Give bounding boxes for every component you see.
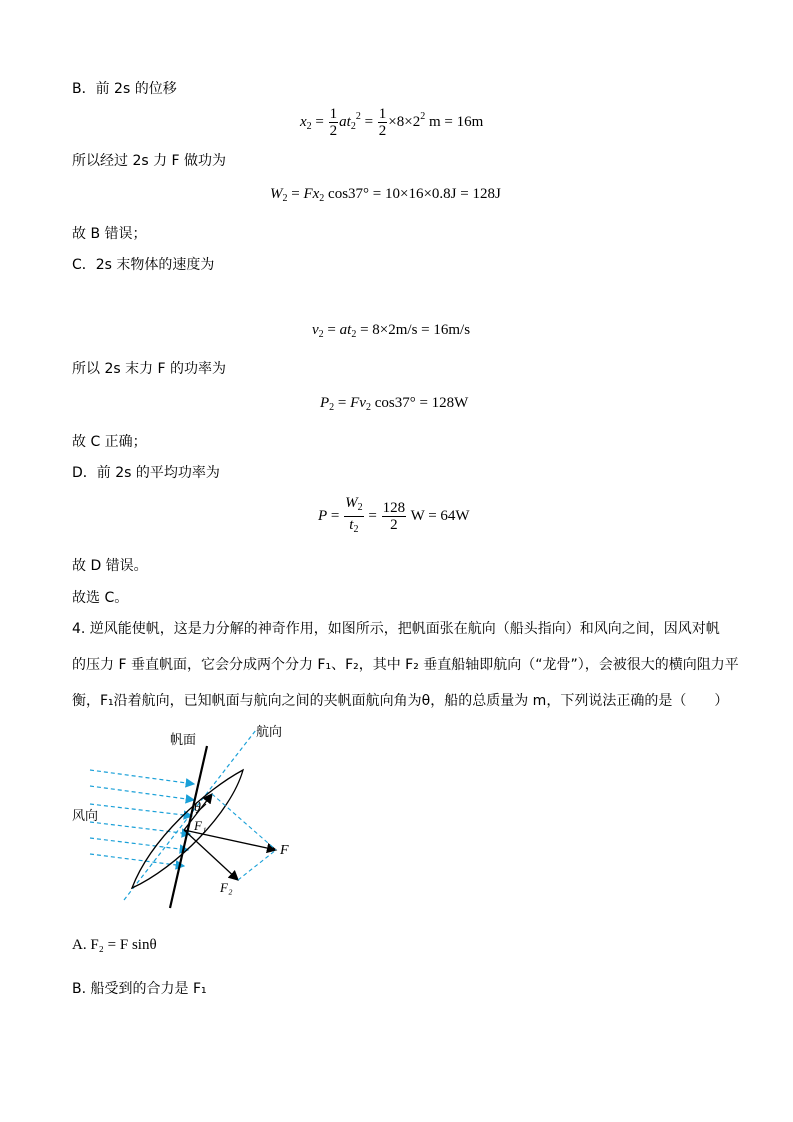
question-4-line-1: 4. 逆风能使帆，这是力分解的神奇作用，如图所示，把帆面张在航向（船头指向）和风向之间，因风对帆 — [72, 621, 720, 637]
parallelogram-lines — [212, 794, 276, 880]
heading-line — [124, 730, 256, 900]
wind-arrows — [90, 770, 194, 866]
equation-x2: $x_2$ = $\frac{1}{2}$ $at_2^2$ = $\frac{1}{2}$ $\times 8\times 2^2$ m = 16m — [300, 106, 484, 139]
theta-label: θ — [194, 800, 201, 815]
f1-label: F₁ — [194, 818, 207, 833]
option-c-so-line: 所以 2s 末力 F 的功率为 — [72, 361, 227, 377]
option-b-heading: B．前 2s 的位移 — [72, 81, 177, 97]
heading-label: 航向 — [256, 725, 283, 740]
question-4-line-3: 衡，F₁沿着航向，已知帆面与航向之间的夹帆面航向角为θ，船的总质量为 m，下列说法正确的是（ ） — [72, 693, 729, 709]
f-label: F — [280, 843, 289, 858]
option-c-heading: C．2s 末物体的速度为 — [72, 257, 215, 273]
equation-p2: $P_2 = Fv_2$ cos37° = 128W — [320, 395, 469, 413]
force-f2-arrow — [184, 830, 238, 880]
equation-w2: $W_2 = Fx_2$ cos37° = 10×16×0.8J = 128J — [270, 186, 501, 204]
sailing-force-diagram — [66, 718, 306, 918]
sail-label: 帆面 — [170, 733, 197, 748]
f2-label: F₂ — [220, 880, 233, 895]
equation-p: P = $\frac{W_2}{t_2}$ = $\frac{128}{2}$ W = 64W — [318, 495, 470, 535]
equation-v2: $v_2 = at_2 = 8\times 2m/s = 16m/s$ — [312, 322, 471, 340]
option-c-verdict: 故 C 正确； — [72, 434, 147, 450]
wind-label: 风向 — [72, 809, 99, 824]
answer-line: 故选 C。 — [72, 590, 129, 606]
option-d-verdict: 故 D 错误。 — [72, 558, 148, 574]
option-d-heading: D．前 2s 的平均功率为 — [72, 465, 220, 481]
option-b-so-line: 所以经过 2s 力 F 做功为 — [72, 153, 227, 169]
option-a: A. F₂ = F sinθ — [72, 937, 157, 953]
option-b: B. 船受到的合力是 F₁ — [72, 981, 207, 997]
option-b-verdict: 故 B 错误； — [72, 226, 147, 242]
question-4-line-2: 的压力 F 垂直帆面，它会分成两个分力 F₁、F₂，其中 F₂ 垂直船轴即航向（“龙骨”），会被很大的横向阻力平 — [72, 657, 739, 673]
